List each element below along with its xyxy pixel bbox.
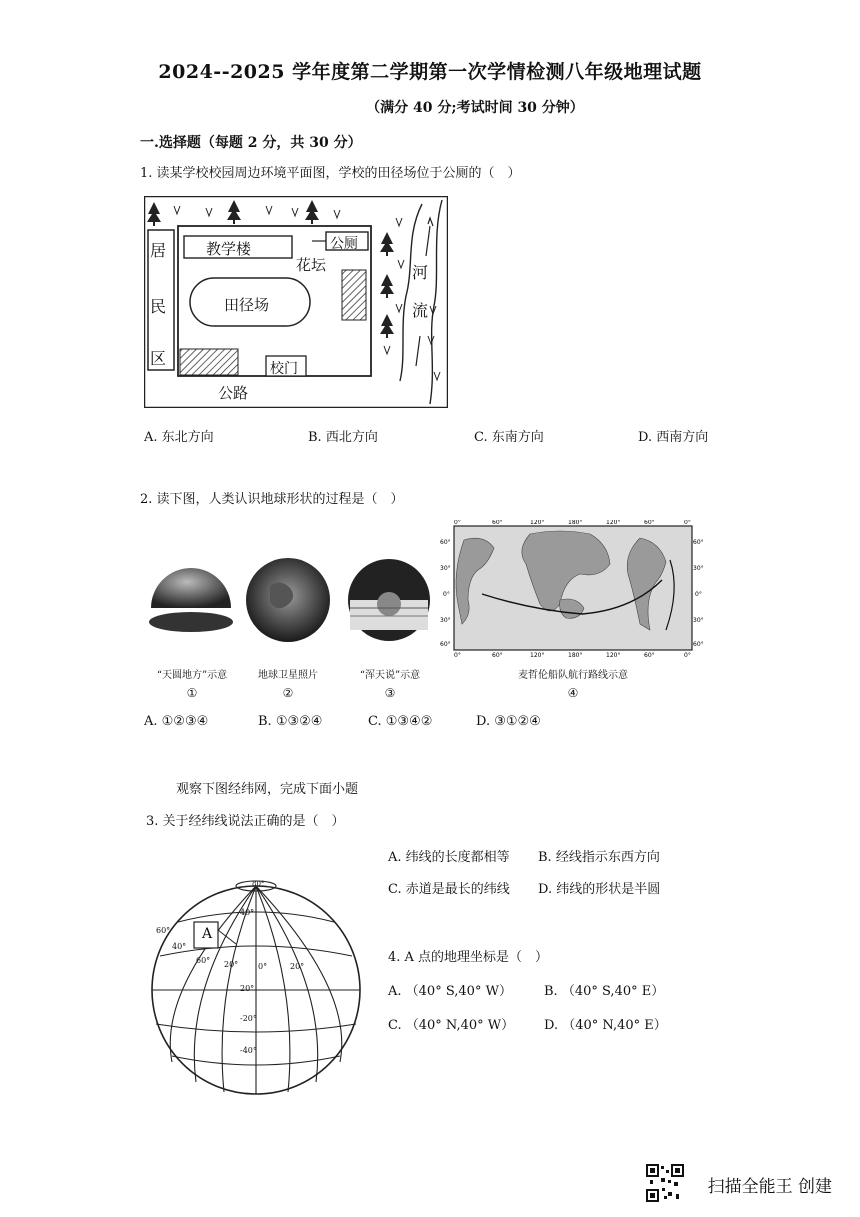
- page-subtitle: （满分 40 分;考试时间 30 分钟）: [366, 100, 584, 116]
- q1-option-a[interactable]: A. 东北方向: [144, 430, 214, 445]
- number-2: ②: [282, 686, 294, 700]
- q2-option-b[interactable]: B. ①③②④: [258, 714, 323, 729]
- map-label-road: 公路: [218, 384, 249, 402]
- globe-label-lat60: 60°: [196, 956, 211, 965]
- svg-text:60°: 60°: [693, 641, 704, 648]
- svg-text:0°: 0°: [454, 520, 461, 526]
- svg-text:0°: 0°: [695, 591, 702, 598]
- q2-option-a[interactable]: A. ①②③④: [144, 714, 209, 729]
- svg-text:0°: 0°: [684, 652, 691, 658]
- globe-label-left-20: 20°: [240, 984, 255, 993]
- map-label-river-1: 河: [412, 263, 429, 282]
- map-label-river-2: 流: [412, 301, 429, 320]
- svg-text:60°: 60°: [440, 539, 451, 546]
- map-label-garden: 花坛: [296, 256, 327, 274]
- globe-label-left-upper: 60°: [156, 926, 171, 935]
- map-label-track: 田径场: [224, 296, 270, 314]
- caption-3: “浑天说”示意: [359, 670, 421, 681]
- q2-option-d[interactable]: D. ③①②④: [476, 714, 541, 729]
- svg-text:60°: 60°: [644, 520, 655, 526]
- q3-option-c[interactable]: C. 赤道是最长的纬线: [388, 882, 510, 897]
- globe-label-north-lat: 40°: [240, 908, 255, 917]
- number-4: ④: [567, 686, 579, 700]
- q4-option-a[interactable]: A. （40° S,40° W）: [388, 984, 512, 999]
- q4-option-d[interactable]: D. （40° N,40° E）: [544, 1018, 667, 1033]
- svg-text:60°: 60°: [693, 539, 704, 546]
- svg-text:120°: 120°: [606, 520, 621, 526]
- map-label-residential-2: 民: [150, 297, 167, 316]
- q2-option-c[interactable]: C. ①③④②: [368, 714, 433, 729]
- svg-text:60°: 60°: [492, 520, 503, 526]
- globe-label-top: 80°: [252, 880, 265, 888]
- page-title: 2024--2025 学年度第二学期第一次学情检测八年级地理试题: [158, 61, 702, 83]
- map-label-residential-3: 区: [150, 349, 167, 368]
- globe-label-left-40: 40°: [172, 942, 187, 951]
- map-label-gate: 校门: [270, 361, 298, 377]
- qr-code-icon: [646, 1164, 684, 1202]
- q1-option-d[interactable]: D. 西南方向: [638, 430, 709, 445]
- section-heading: 一.选择题（每题 2 分，共 30 分）: [140, 135, 362, 151]
- caption-1: “天圆地方”示意: [156, 670, 228, 681]
- q4-option-c[interactable]: C. （40° N,40° W）: [388, 1018, 515, 1033]
- globe-label-point-a: A: [202, 926, 213, 942]
- globe-label-lat40s: -40°: [240, 1046, 257, 1055]
- map-label-toilet: 公厕: [330, 236, 358, 252]
- svg-text:60°: 60°: [492, 652, 503, 658]
- svg-text:120°: 120°: [530, 652, 545, 658]
- svg-text:30°: 30°: [693, 565, 704, 572]
- flat-earth-image: [146, 560, 236, 640]
- q3-option-a[interactable]: A. 纬线的长度都相等: [388, 850, 510, 865]
- scanner-watermark: 扫描全能王 创建: [707, 1177, 832, 1197]
- svg-text:0°: 0°: [684, 520, 691, 526]
- armillary-image: [344, 556, 434, 644]
- group-intro: 观察下图经纬网，完成下面小题: [176, 782, 359, 797]
- campus-map: [144, 196, 448, 408]
- q4-option-b[interactable]: B. （40° S,40° E）: [544, 984, 665, 999]
- map-label-residential-1: 居: [150, 241, 167, 260]
- svg-text:0°: 0°: [454, 652, 461, 658]
- svg-text:180°: 180°: [568, 652, 583, 658]
- map-label-building: 教学楼: [206, 240, 252, 258]
- svg-text:120°: 120°: [606, 652, 621, 658]
- question-4-stem: 4. A 点的地理坐标是（ ）: [388, 950, 549, 965]
- svg-text:60°: 60°: [644, 652, 655, 658]
- globe-label-lon20: 20°: [224, 960, 239, 969]
- number-1: ①: [186, 686, 198, 700]
- q3-option-b[interactable]: B. 经线指示东西方向: [538, 850, 660, 865]
- svg-text:180°: 180°: [568, 520, 583, 526]
- svg-text:120°: 120°: [530, 520, 545, 526]
- globe-label-lat20s: -20°: [240, 1014, 257, 1023]
- svg-text:0°: 0°: [443, 591, 450, 598]
- q3-option-d[interactable]: D. 纬线的形状是半圆: [538, 882, 661, 897]
- question-3-stem: 3. 关于经纬线说法正确的是（ ）: [146, 814, 345, 829]
- satellite-earth-image: [240, 556, 336, 644]
- globe-label-lon20b: 20°: [290, 962, 305, 971]
- svg-text:60°: 60°: [440, 641, 451, 648]
- magellan-route-map: [440, 520, 706, 658]
- question-2-stem: 2. 读下图，人类认识地球形状的过程是（ ）: [140, 492, 404, 507]
- q1-option-b[interactable]: B. 西北方向: [308, 430, 378, 445]
- question-1-stem: 1. 读某学校校园周边环境平面图，学校的田径场位于公厕的（ ）: [140, 166, 521, 181]
- number-3: ③: [384, 686, 396, 700]
- globe-label-lon0: 0°: [258, 962, 268, 971]
- graticule-globe: [144, 860, 374, 1096]
- caption-4: 麦哲伦船队航行路线示意: [518, 670, 628, 681]
- svg-text:30°: 30°: [440, 617, 451, 624]
- svg-text:30°: 30°: [693, 617, 704, 624]
- q1-option-c[interactable]: C. 东南方向: [474, 430, 544, 445]
- caption-2: 地球卫星照片: [258, 670, 318, 681]
- svg-text:30°: 30°: [440, 565, 451, 572]
